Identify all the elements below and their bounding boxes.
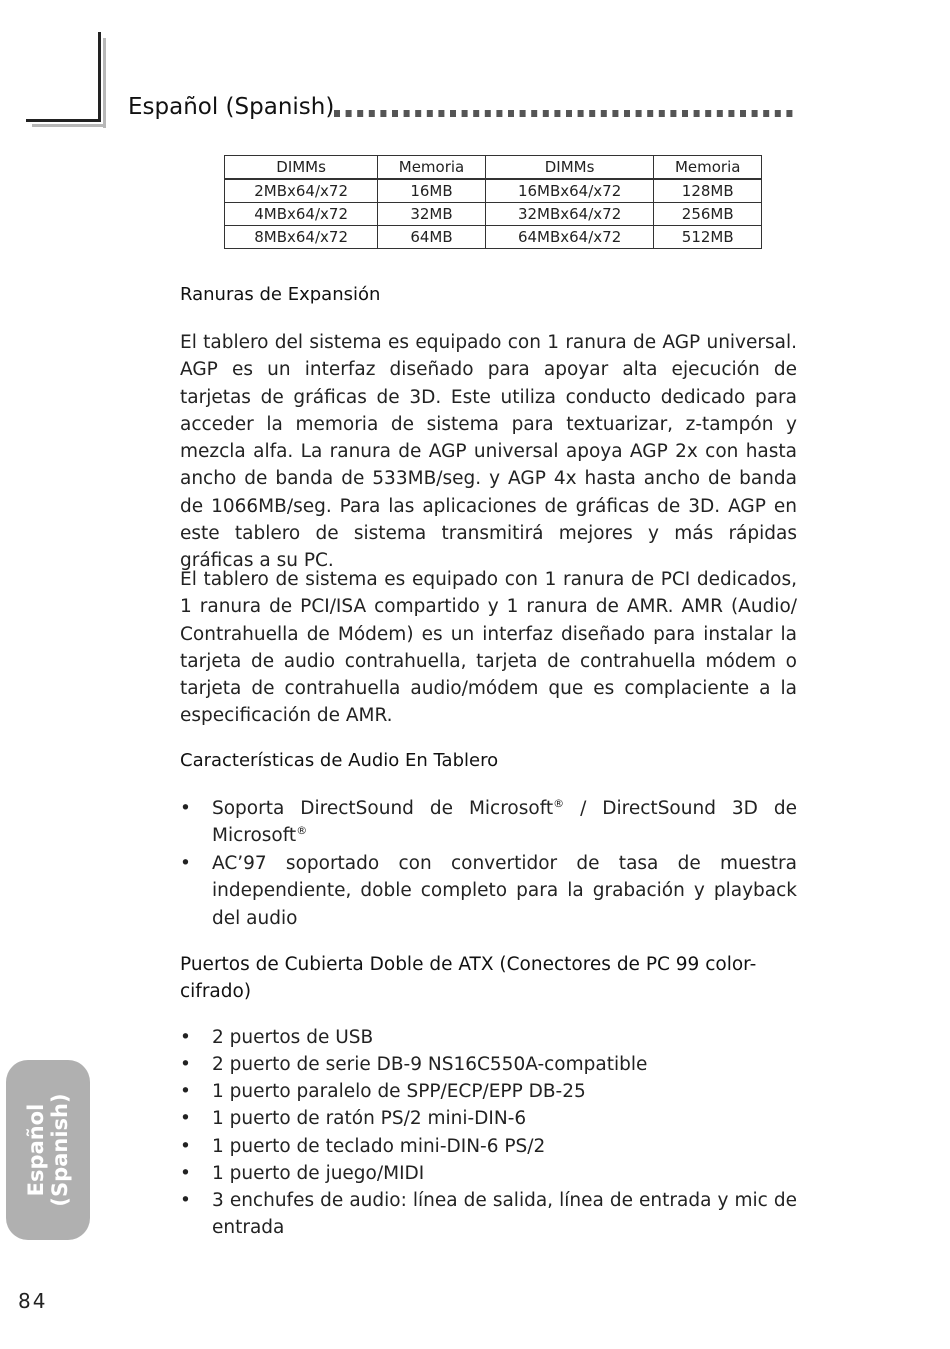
table-header-row: [225, 156, 762, 180]
paragraph-agp: El tablero del sistema es equipado con 1 ranura de AGP universal. AGP es un interfaz diseñado para apoyar alta ejecución de tarjetas de gráficas de 3D. Este utiliza conducto dedicado para acceder la memoria de sistema para textuarizar, z-tampón y mezcla alfa. La ranura de AGP universal apoya AGP 2x con hasta ancho de banda de 533MB/seg. y AGP 4x hasta ancho de banda de 1066MB/seg. Para las aplicaciones de gráficas de 3D. AGP en este tablero de sistema transmitirá mejores y más rápidas gráficas a su PC.: [180, 332, 797, 572]
list-item-text: 2 puerto de serie DB-9 NS16C550A-compatible: [212, 1054, 648, 1075]
table-cell: 512MB: [654, 226, 762, 249]
bullet-icon: •: [180, 1081, 191, 1102]
column-header: Memoria: [378, 156, 486, 180]
table-row: [225, 179, 762, 203]
corner-crop-mark: [26, 32, 106, 128]
bullet-icon: •: [180, 1108, 191, 1129]
table-cell: 128MB: [654, 179, 762, 203]
table-cell: 256MB: [654, 203, 762, 226]
table-cell: 2MBx64/x72: [225, 179, 378, 203]
list-item-text: 1 puerto de teclado mini-DIN-6 PS/2: [212, 1136, 546, 1157]
column-header: Memoria: [654, 156, 762, 180]
paragraph-pci-amr: El tablero de sistema es equipado con 1 ranura de PCI dedicados, 1 ranura de PCI/ISA compartido y 1 ranura de AMR. AMR (Audio/ Contrahuella de Módem) es un interfaz diseñado para instalar la tarjeta de audio contrahuella, tarjeta de contrahuella módem o tarjeta de contrahuella audio/módem que es complaciente a la especificación de AMR.: [180, 569, 797, 727]
table-cell: 8MBx64/x72: [225, 226, 378, 249]
language-side-tab: [6, 1060, 90, 1240]
bullet-icon: •: [180, 853, 191, 874]
table-row: [225, 203, 762, 226]
column-header: DIMMs: [225, 156, 378, 180]
side-tab-label: Español (Spanish): [24, 1093, 72, 1207]
list-item-text: 1 puerto de juego/MIDI: [212, 1163, 425, 1184]
bullet-icon: •: [180, 1163, 191, 1184]
list-item-text: 1 puerto paralelo de SPP/ECP/EPP DB-25: [212, 1081, 586, 1102]
bullet-icon: •: [180, 1027, 191, 1048]
table-cell: 64MB: [378, 226, 486, 249]
list-item-text: 3 enchufes de audio: línea de salida, línea de entrada y mic de entrada: [212, 1190, 797, 1239]
page-title: Español (Spanish): [128, 94, 335, 120]
list-item-text: 1 puerto de ratón PS/2 mini-DIN-6: [212, 1108, 527, 1129]
table-cell: 32MBx64/x72: [485, 203, 654, 226]
bullet-icon: •: [180, 1054, 191, 1075]
table-cell: 16MB: [378, 179, 486, 203]
bullet-icon: •: [180, 1190, 191, 1211]
section-heading-expansion: Ranuras de Expansión: [180, 284, 381, 305]
section-heading-ports: Puertos de Cubierta Doble de ATX (Conectores de PC 99 color-cifrado): [180, 954, 757, 1003]
page-number: 84: [18, 1289, 48, 1313]
table-cell: 4MBx64/x72: [225, 203, 378, 226]
bullet-icon: •: [180, 798, 191, 819]
table-row: [225, 226, 762, 249]
column-header: DIMMs: [485, 156, 654, 180]
table-cell: 16MBx64/x72: [485, 179, 654, 203]
section-heading-audio: Características de Audio En Tablero: [180, 750, 499, 771]
table-cell: 32MB: [378, 203, 486, 226]
bullet-icon: •: [180, 1136, 191, 1157]
memory-table: [224, 155, 762, 249]
list-item-text: AC’97 soportado con convertidor de tasa de muestra independiente, doble completo para la grabación y playback del audio: [212, 853, 797, 929]
list-item-text: 2 puertos de USB: [212, 1027, 374, 1048]
list-item-text: Soporta DirectSound de Microsoft® / DirectSound 3D de Microsoft®: [212, 796, 797, 847]
table-cell: 64MBx64/x72: [485, 226, 654, 249]
title-dotted-rule: [334, 110, 798, 118]
